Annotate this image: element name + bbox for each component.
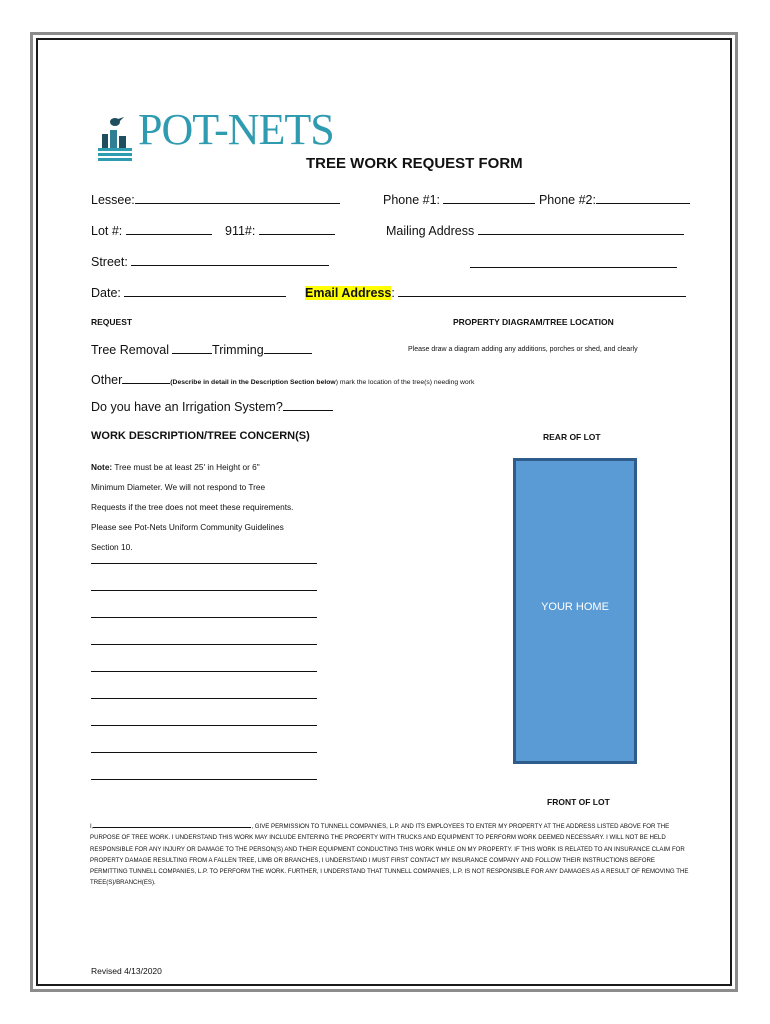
tree-removal-field[interactable]: [172, 342, 212, 354]
mailing-address-field[interactable]: [478, 223, 684, 235]
email-field[interactable]: [398, 285, 686, 297]
description-line[interactable]: [91, 779, 317, 780]
date-field[interactable]: [124, 285, 286, 297]
lessee-label: Lessee:: [91, 193, 135, 207]
other-field[interactable]: [122, 372, 170, 384]
lot-field[interactable]: [126, 223, 212, 235]
your-home-box: [513, 458, 637, 764]
your-home-label: YOUR HOME: [541, 601, 609, 613]
lessee-field[interactable]: [135, 192, 340, 204]
description-line[interactable]: [91, 590, 317, 591]
street-field[interactable]: [131, 254, 329, 266]
mailing-address-label: Mailing Address: [386, 224, 475, 238]
description-line[interactable]: [91, 752, 317, 753]
911-field[interactable]: [259, 223, 335, 235]
other-note-tail: ) mark the location of the tree(s) needing work: [335, 379, 475, 386]
note-line-5: Section 10.: [91, 542, 133, 552]
trimming-field[interactable]: [264, 342, 312, 354]
work-description-header: WORK DESCRIPTION/TREE CONCERN(S): [91, 430, 310, 442]
trimming-label: Trimming: [212, 343, 264, 357]
permission-statement: [90, 820, 690, 889]
lot-label: Lot #:: [91, 224, 123, 238]
revised-date: Revised 4/13/2020: [91, 966, 162, 976]
note-block: [91, 457, 293, 557]
description-line[interactable]: [91, 617, 317, 618]
street-label: Street:: [91, 255, 128, 269]
diagram-header: PROPERTY DIAGRAM/TREE LOCATION: [453, 317, 614, 327]
other-label: Other: [91, 373, 123, 387]
phone1-field[interactable]: [443, 192, 535, 204]
description-line[interactable]: [91, 698, 317, 699]
permission-text: , GIVE PERMISSION TO TUNNELL COMPANIES, L.P. AND ITS EMPLOYEES TO ENTER MY PROPERTY AT THE ADDRESS LISTED ABOVE FOR THE PURPOSE OF TREE WORK. I UNDERSTAND THIS WORK MAY INCLUDE ENTERING THE PROPERTY WITH TRUCKS AND EQUIPMENT TO PERFORM WORK DEEMED NECESSARY. I WILL NOT BE HELD RESPONSIBLE FOR ANY INJURY OR DAMAGE TO THE PERSON(S) AND THEIR EQUIPMENT CONDUCTING THIS WORK WHILE ON MY PROPERTY. IF THIS WORK IS RELATED TO AN INSURANCE CLAIM FOR PROPERTY DAMAGE RESULTING FROM A FALLEN TREE, LIMB OR BRANCHES, I UNDERSTAND I MUST FIRST CONTACT MY INSURANCE COMPANY AND FOLLOW THEIR INSTRUCTIONS BEFORE PERMITTING TUNNELL COMPANIES, L.P. TO PERFORM THE WORK. FURTHER, I UNDERSTAND THAT TUNNELL COMPANIES, L.P. IS NOT RESPONSIBLE FOR ANY DAMAGES AS A RESULT OF REMOVING THE TREE(S)/BRANCH(ES).: [90, 823, 689, 887]
mailing-address-line-2[interactable]: [470, 267, 677, 268]
form-title: TREE WORK REQUEST FORM: [306, 155, 523, 172]
note-line-4: Please see Pot-Nets Uniform Community Guidelines: [91, 522, 284, 532]
irrigation-field[interactable]: [283, 399, 333, 411]
email-label: Email Address: [305, 286, 392, 300]
description-line[interactable]: [91, 644, 317, 645]
diagram-instructions: Please draw a diagram adding any additions, porches or shed, and clearly: [408, 346, 638, 353]
permission-prefix: I,: [90, 823, 94, 830]
911-label: 911#:: [225, 224, 256, 238]
phone2-field[interactable]: [596, 192, 690, 204]
other-note: (Describe in detail in the Description Section below: [170, 379, 336, 386]
front-of-lot-label: FRONT OF LOT: [547, 797, 610, 807]
irrigation-label: Do you have an Irrigation System?: [91, 400, 283, 414]
logo-pier-icon: [96, 110, 138, 162]
logo-text: POT-NETS: [138, 105, 334, 154]
description-line[interactable]: [91, 725, 317, 726]
permission-name-field[interactable]: [93, 820, 251, 828]
request-header: REQUEST: [91, 317, 133, 327]
phone1-label: Phone #1:: [383, 193, 440, 207]
description-line[interactable]: [91, 563, 317, 564]
tree-removal-label: Tree Removal: [91, 343, 170, 357]
note-line-2: Minimum Diameter. We will not respond to Tree: [91, 482, 266, 492]
description-line[interactable]: [91, 671, 317, 672]
note-line-1: Tree must be at least 25' in Height or 6": [112, 462, 260, 472]
date-label: Date:: [91, 286, 121, 300]
phone2-label: Phone #2:: [538, 193, 596, 207]
note-line-3: Requests if the tree does not meet these requirements.: [91, 502, 294, 512]
note-label: Note:: [91, 462, 113, 472]
email-colon: :: [391, 286, 395, 300]
rear-of-lot-label: REAR OF LOT: [543, 432, 601, 442]
